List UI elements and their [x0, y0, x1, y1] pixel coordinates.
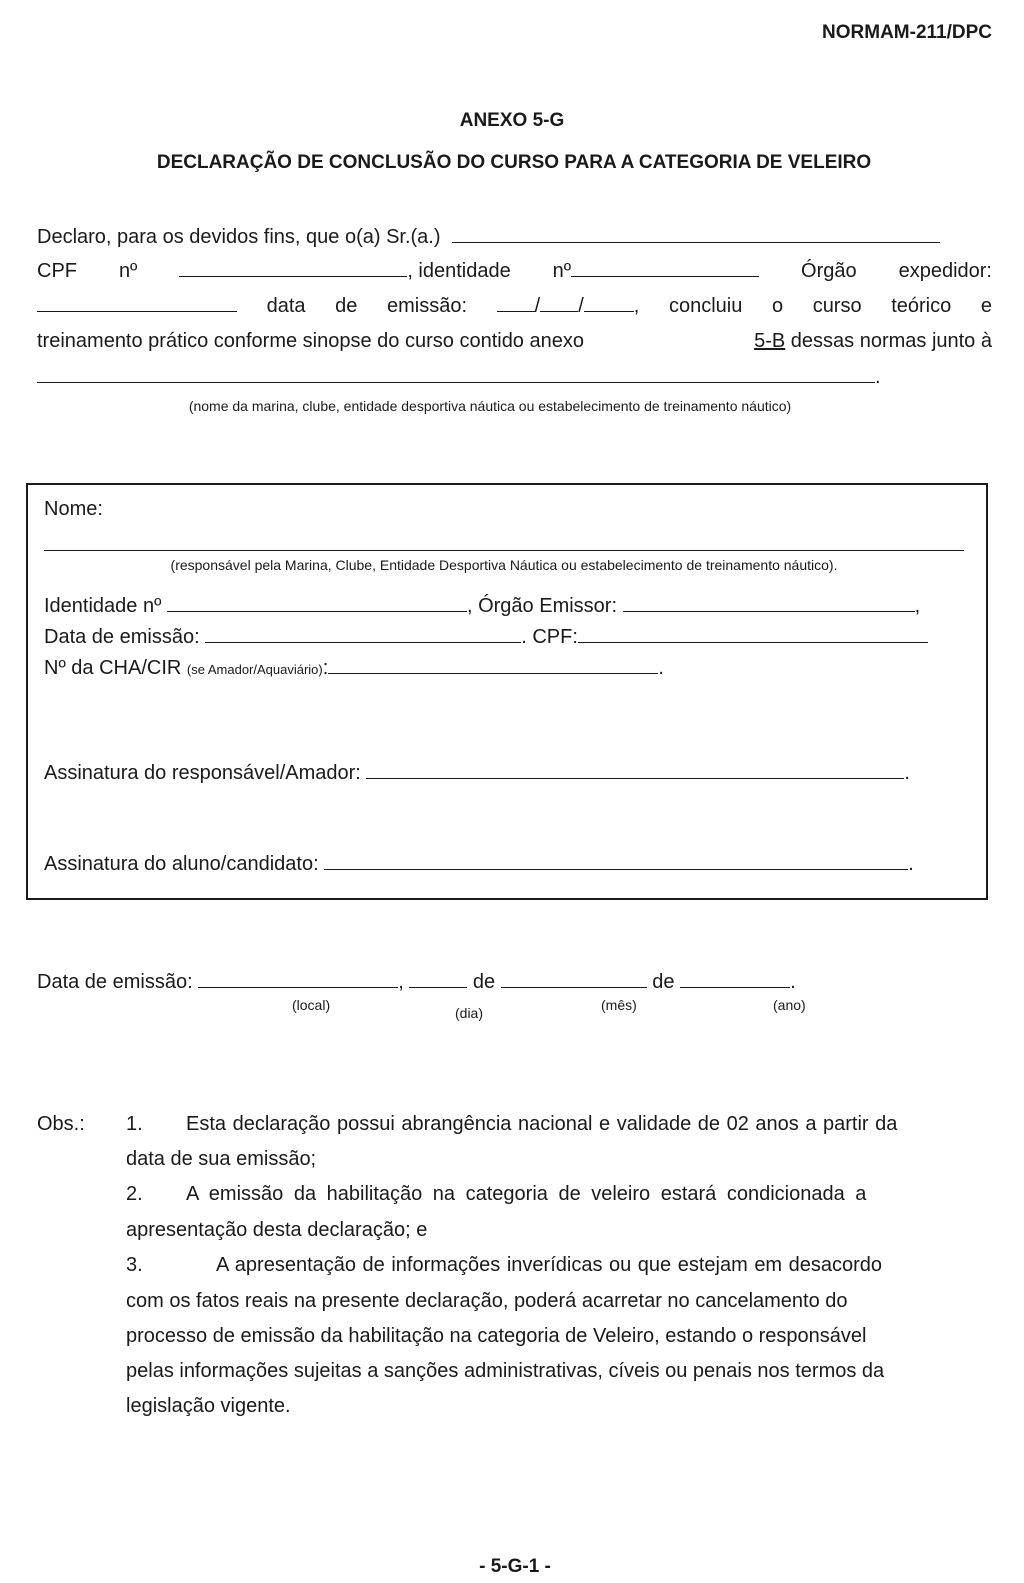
ano-caption: (ano)	[773, 997, 806, 1013]
institution-field[interactable]	[37, 365, 875, 383]
student-name-field[interactable]	[452, 225, 940, 243]
mes-caption: (mês)	[601, 997, 637, 1013]
obs-label: Obs.:	[37, 1113, 85, 1135]
assinatura-aluno-label: Assinatura do aluno/candidato:	[44, 853, 319, 875]
assinatura-responsavel-label: Assinatura do responsável/Amador:	[44, 762, 361, 784]
issue-date-row	[37, 970, 796, 994]
doc-code: NORMAM-211/DPC	[822, 22, 992, 43]
o-word: o	[771, 295, 784, 317]
box-data-row	[44, 625, 928, 649]
cha-note: (se Amador/Aquaviário)	[186, 662, 323, 677]
obs-item-3-number: 3.	[126, 1254, 143, 1276]
comma: ,	[633, 295, 640, 317]
obs-item-1-text: Esta declaração possui abrangência nacional e validade de 02 anos a partir da	[186, 1113, 898, 1135]
date-separator: /	[578, 295, 584, 317]
teorico-word: teórico	[891, 295, 952, 317]
responsible-date-field[interactable]	[205, 625, 521, 643]
local-caption: (local)	[292, 997, 331, 1013]
period: .	[790, 971, 796, 993]
month-field[interactable]	[501, 970, 647, 988]
declaration-text-after-ref: dessas normas junto à	[790, 330, 992, 352]
local-field[interactable]	[198, 970, 398, 988]
cpf-number-label: nº	[118, 260, 138, 282]
date-separator: /	[534, 295, 541, 317]
orgao-emissor-field[interactable]	[623, 594, 915, 612]
orgao-expedidor-field[interactable]	[37, 294, 237, 312]
annex-title: ANEXO 5-G	[459, 110, 565, 131]
colon: :	[322, 657, 329, 679]
identidade-label: Identidade nº	[44, 595, 162, 617]
comma: ,	[398, 971, 404, 993]
responsible-signature-field[interactable]	[366, 761, 904, 779]
page-number: - 5-G-1 -	[479, 1556, 551, 1577]
de-label: de	[335, 295, 358, 317]
dia-caption: (dia)	[455, 1005, 484, 1021]
responsible-signature-row	[44, 761, 910, 785]
box-identidade-row	[44, 594, 920, 618]
document-heading: DECLARAÇÃO DE CONCLUSÃO DO CURSO PARA A CATEGORIA DE VELEIRO	[156, 152, 872, 173]
responsible-name-field[interactable]	[44, 550, 964, 551]
box-cha-row	[44, 656, 664, 682]
responsible-box	[26, 483, 988, 900]
emissao-label: emissão:	[387, 295, 468, 317]
nome-label: Nome:	[44, 498, 103, 520]
obs-item-3-line: pelas informações sujeitas a sanções administrativas, cíveis ou penais nos termos da	[126, 1360, 885, 1382]
declaration-line-2	[37, 259, 992, 283]
period: .	[908, 853, 914, 875]
cpf-field[interactable]	[179, 259, 407, 277]
declaration-intro: Declaro, para os devidos fins, que o(a) Sr.(a.)	[37, 226, 441, 248]
de-word: de	[472, 971, 496, 993]
declaration-line-3	[37, 294, 992, 318]
obs-item-1-line: data de sua emissão;	[126, 1148, 317, 1170]
obs-item-3-text: A apresentação de informações inverídicas ou que estejam em desacordo	[216, 1254, 883, 1276]
student-signature-field[interactable]	[324, 852, 908, 870]
cha-field[interactable]	[328, 656, 658, 674]
institution-caption: (nome da marina, clube, entidade desportiva náutica ou estabelecimento de treinamento náutico)	[188, 398, 792, 414]
year-field[interactable]	[680, 970, 790, 988]
period: .	[658, 657, 664, 679]
obs-item-1-first-line	[186, 1112, 992, 1136]
obs-item-2-number: 2.	[126, 1183, 143, 1205]
student-signature-row	[44, 852, 914, 876]
identidade-label: , identidade	[407, 260, 511, 282]
declaration-line-4	[37, 329, 992, 353]
responsible-cpf-field[interactable]	[578, 625, 928, 643]
obs-item-2-line: apresentação desta declaração; e	[126, 1219, 428, 1241]
orgao-emissor-label: , Órgão Emissor:	[466, 595, 618, 617]
declaration-line-1	[37, 225, 940, 249]
obs-item-3-line: processo de emissão da habilitação na categoria de Veleiro, estando o responsável	[126, 1325, 867, 1347]
identidade-number-label: nº	[552, 260, 572, 282]
declaration-line-5	[37, 365, 881, 389]
cpf-label: CPF	[37, 260, 77, 282]
day-field[interactable]	[409, 970, 467, 988]
orgao-label: Órgão	[801, 260, 857, 282]
annex-reference: 5-B	[754, 330, 786, 352]
emission-month-field[interactable]	[540, 294, 578, 312]
data-emissao-label: Data de emissão:	[44, 626, 200, 648]
responsible-caption: (responsável pela Marina, Clube, Entidade Desportiva Náutica ou estabelecimento de treinamento náutico).	[170, 557, 838, 573]
obs-item-2-text: A emissão da habilitação na categoria de veleiro estará condicionada a	[186, 1183, 867, 1205]
emission-year-field[interactable]	[584, 294, 634, 312]
expedidor-label: expedidor:	[898, 260, 992, 282]
obs-item-3-line: legislação vigente.	[126, 1395, 291, 1417]
period: .	[875, 366, 881, 388]
emission-date-field[interactable]	[497, 294, 640, 318]
data-label: data	[266, 295, 306, 317]
comma: ,	[914, 595, 921, 617]
responsible-identidade-field[interactable]	[167, 594, 467, 612]
obs-item-3-line: com os fatos reais na presente declaração, poderá acarretar no cancelamento do	[126, 1290, 848, 1312]
e-word: e	[980, 295, 992, 317]
concluiu-word: concluiu	[668, 295, 743, 317]
cpf-label: . CPF:	[521, 626, 578, 648]
de-word: de	[652, 971, 675, 993]
declaration-text-before-ref: treinamento prático conforme sinopse do curso contido anexo	[37, 330, 584, 352]
obs-item-1-number: 1.	[126, 1113, 143, 1135]
identidade-field[interactable]	[571, 259, 759, 277]
curso-word: curso	[812, 295, 862, 317]
cha-label: Nº da CHA/CIR	[44, 657, 182, 679]
data-emissao-label: Data de emissão:	[37, 971, 193, 993]
emission-day-field[interactable]	[497, 294, 535, 312]
period: .	[904, 762, 910, 784]
